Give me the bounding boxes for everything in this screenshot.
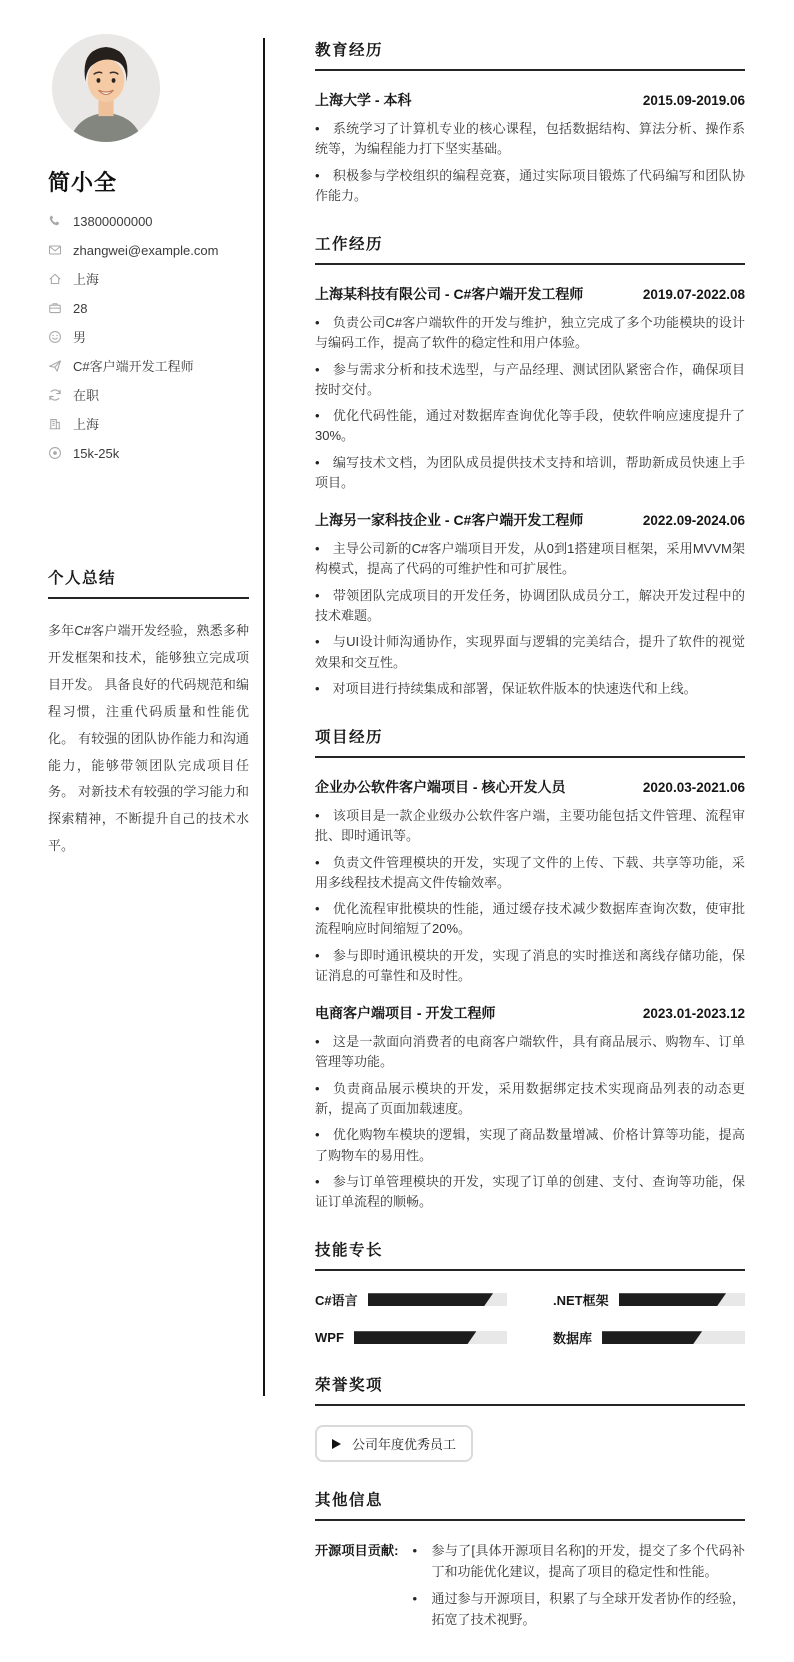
- bullet-text: 优化流程审批模块的性能，通过缓存技术减少数据库查询次数，使审批流程响应时间缩短了20%。: [315, 901, 745, 937]
- entry: [315, 1003, 745, 1212]
- honor-badges: [315, 1425, 745, 1462]
- contact-item: [48, 301, 249, 315]
- bullet-text: 对项目进行持续集成和部署，保证软件版本的快速迭代和上线。: [332, 680, 697, 696]
- bullet-item: [315, 539, 745, 580]
- section-title: 教育经历: [315, 38, 745, 71]
- skill-bar-track: [602, 1331, 745, 1344]
- bullet-item: [315, 853, 745, 894]
- bullet-item: [315, 1032, 745, 1073]
- summary-text: 多年C#客户端开发经验，熟悉多种开发框架和技术，能够独立完成项目开发。 具备良好的代码规范和编程习惯，注重代码质量和性能优化。 有较强的团队协作能力和沟通能力，能够带领团队完成项目任务。 对新技术有较强的学习能力和探索精神，不断提升自己的技术水平。: [48, 623, 249, 854]
- entry: [315, 284, 745, 493]
- bullet-item: [315, 1079, 745, 1120]
- bullet-item: [315, 166, 745, 207]
- entry: [315, 90, 745, 206]
- section-other: [315, 1488, 745, 1636]
- skill-bar-fill: [368, 1293, 493, 1306]
- section-title: 其他信息: [315, 1488, 745, 1521]
- bullet-dot: •: [315, 1080, 320, 1096]
- bullet-item: [315, 1172, 745, 1213]
- bullet-item: [315, 313, 745, 354]
- section-title: 项目经历: [315, 725, 745, 758]
- entry-heading: [315, 284, 745, 304]
- bullet-text: 优化购物车模块的逻辑，实现了商品数量增减、价格计算等功能，提高了购物车的易用性。: [315, 1127, 745, 1163]
- skill-item: [553, 1328, 745, 1347]
- home-icon: [48, 272, 62, 286]
- bullet-text: 优化代码性能，通过对数据库查询优化等手段，使软件响应速度提升了30%。: [315, 408, 745, 444]
- bullet-text: 该项目是一款企业级办公软件客户端，主要功能包括文件管理、流程审批、即时通讯等。: [315, 808, 745, 844]
- skill-bar-track: [619, 1293, 745, 1306]
- bullet-item: [315, 632, 745, 673]
- bullet-text: 负责公司C#客户端软件的开发与维护，独立完成了多个功能模块的设计与编码工作，提高了软件的稳定性和用户体验。: [315, 315, 745, 351]
- entry-date: 2022.09-2024.06: [642, 513, 745, 529]
- section-skills: [315, 1238, 745, 1347]
- section-title: 工作经历: [315, 232, 745, 265]
- column-divider: [263, 38, 265, 1396]
- section-honors: [315, 1373, 745, 1462]
- contact-value: zhangwei@example.com: [73, 242, 219, 258]
- bullet-item: [315, 946, 745, 987]
- skill-label: 数据库: [553, 1331, 593, 1347]
- bullet-dot: •: [315, 1173, 320, 1189]
- contact-value: 15k-25k: [73, 445, 120, 461]
- bullet-dot: •: [315, 1127, 320, 1143]
- bullet-dot: •: [315, 901, 320, 917]
- skill-bar-fill: [619, 1293, 726, 1306]
- contact-value: 28: [73, 300, 88, 316]
- bullet-item: [315, 453, 745, 494]
- avatar-illustration: [52, 34, 160, 142]
- contact-value: 上海: [73, 271, 100, 287]
- bullet-dot: •: [315, 587, 320, 603]
- contact-value: C#客户端开发工程师: [73, 358, 194, 374]
- summary-section: [48, 566, 249, 860]
- entry-title: 电商客户端项目 - 开发工程师: [315, 1005, 496, 1022]
- bullet-dot: •: [315, 1034, 320, 1050]
- skill-bar-track: [368, 1293, 507, 1306]
- section-title: 技能专长: [315, 1238, 745, 1271]
- contact-list: [48, 214, 249, 460]
- section-education: [315, 38, 745, 206]
- honor-badge-label: 公司年度优秀员工: [352, 1437, 457, 1453]
- other-bullet-list: [404, 1540, 745, 1636]
- entry-date: 2015.09-2019.06: [642, 93, 745, 108]
- city-icon: [48, 417, 62, 431]
- candidate-name: 简小全: [48, 170, 118, 195]
- contact-value: 在职: [73, 387, 100, 403]
- contact-item: [48, 388, 249, 402]
- bullet-item: [315, 406, 745, 447]
- bullet-text: 积极参与学校组织的编程竞赛，通过实际项目锻炼了代码编写和团队协作能力。: [315, 167, 745, 203]
- entry-heading: [315, 90, 745, 110]
- sidebar: [48, 34, 249, 860]
- bullet-text: 主导公司新的C#客户端项目开发，从0到1搭建项目框架，采用MVVM架构模式，提高了代码的可维护性和可扩展性。: [315, 541, 745, 577]
- contact-value: 上海: [73, 416, 100, 432]
- bullet-item: [315, 806, 745, 847]
- bullet-dot: •: [315, 854, 320, 870]
- bullet-text: 负责文件管理模块的开发，实现了文件的上传、下载、共享等功能，采用多线程技术提高文件传输效率。: [315, 854, 745, 890]
- entry-heading: [315, 510, 745, 530]
- summary-title: 个人总结: [48, 566, 249, 599]
- other-info-row: [315, 1540, 745, 1636]
- entry-heading: [315, 777, 745, 797]
- section-work: [315, 232, 745, 699]
- status-icon: [48, 388, 62, 402]
- entry-date: 2020.03-2021.06: [642, 780, 745, 796]
- entry-heading: [315, 1003, 745, 1023]
- bullet-dot: •: [315, 315, 320, 331]
- avatar-photo: [52, 34, 160, 142]
- entry-date: 2019.07-2022.08: [642, 287, 745, 303]
- gender-icon: [48, 330, 62, 344]
- skills-grid: [315, 1290, 745, 1347]
- skill-bar-fill: [354, 1331, 476, 1344]
- main-content: [315, 38, 745, 1662]
- bullet-item: [315, 679, 745, 699]
- bullet-dot: •: [315, 408, 320, 424]
- bullet-dot: •: [315, 121, 320, 136]
- section-projects: [315, 725, 745, 1212]
- skill-label: .NET框架: [553, 1293, 609, 1309]
- contact-item: [48, 446, 249, 460]
- entry-date: 2023.01-2023.12: [642, 1006, 745, 1022]
- bullet-item: [315, 360, 745, 401]
- other-bullet-item: • 通过参与开源项目，积累了与全球开发者协作的经验，拓宽了技术视野。: [404, 1588, 745, 1630]
- entry-title: 上海某科技有限公司 - C#客户端开发工程师: [315, 286, 584, 303]
- entry-title: 上海另一家科技企业 - C#客户端开发工程师: [315, 512, 584, 529]
- honor-badge: [315, 1425, 473, 1462]
- play-icon: [332, 1439, 341, 1449]
- bullet-dot: •: [315, 541, 320, 557]
- skill-item: [315, 1290, 507, 1309]
- entry: [315, 777, 745, 986]
- skill-bar-track: [354, 1331, 507, 1344]
- bullet-item: [315, 1125, 745, 1166]
- bullet-dot: •: [315, 680, 320, 696]
- bullet-text: 系统学习了计算机专业的核心课程，包括数据结构、算法分析、操作系统等，为编程能力打下坚实基础。: [315, 121, 745, 157]
- contact-value: 13800000000: [73, 213, 153, 229]
- bullet-item: [315, 899, 745, 940]
- bullet-text: 参与即时通讯模块的开发，实现了消息的实时推送和离线存储功能，保证消息的可靠性和及时性。: [315, 947, 745, 983]
- contact-item: [48, 330, 249, 344]
- age-icon: [48, 301, 62, 315]
- entry: [315, 510, 745, 699]
- bullet-text: 编写技术文档，为团队成员提供技术支持和培训，帮助新成员快速上手项目。: [315, 454, 745, 490]
- job-intention-icon: [48, 359, 62, 373]
- entry-title: 企业办公软件客户端项目 - 核心开发人员: [315, 779, 566, 796]
- contact-item: [48, 214, 249, 228]
- bullet-dot: •: [315, 167, 320, 183]
- other-info-label: 开源项目贡献:: [315, 1543, 399, 1559]
- contact-item: [48, 272, 249, 286]
- bullet-dot: •: [315, 947, 320, 963]
- bullet-text: 与UI设计师沟通协作，实现界面与逻辑的完美结合，提升了软件的视觉效果和交互性。: [315, 634, 745, 670]
- bullet-item: [315, 586, 745, 627]
- bullet-item: [315, 119, 745, 160]
- email-icon: [48, 243, 62, 257]
- bullet-dot: •: [315, 454, 320, 470]
- skill-bar-fill: [602, 1331, 702, 1344]
- skill-item: [553, 1290, 745, 1309]
- entry-title: 上海大学 - 本科: [315, 92, 412, 108]
- other-bullet-item: • 参与了[具体开源项目名称]的开发，提交了多个代码补丁和功能优化建议，提高了项目的稳定性和性能。: [404, 1540, 745, 1582]
- contact-item: [48, 359, 249, 373]
- contact-item: [48, 243, 249, 257]
- salary-icon: [48, 446, 62, 460]
- bullet-text: 参与需求分析和技术选型，与产品经理、测试团队紧密合作，确保项目按时交付。: [315, 361, 745, 397]
- bullet-text: 参与订单管理模块的开发，实现了订单的创建、支付、查询等功能，保证订单流程的顺畅。: [315, 1173, 745, 1210]
- skill-label: WPF: [315, 1330, 344, 1346]
- bullet-text: 负责商品展示模块的开发，采用数据绑定技术实现商品列表的动态更新，提高了页面加载速度。: [315, 1080, 745, 1116]
- contact-item: [48, 417, 249, 431]
- phone-icon: [48, 214, 62, 228]
- contact-value: 男: [73, 329, 87, 345]
- bullet-text: 这是一款面向消费者的电商客户端软件，具有商品展示、购物车、订单管理等功能。: [315, 1034, 745, 1070]
- bullet-dot: •: [315, 808, 320, 824]
- skill-item: [315, 1328, 507, 1347]
- section-title: 荣誉奖项: [315, 1373, 745, 1406]
- bullet-dot: •: [315, 634, 320, 650]
- bullet-text: 带领团队完成项目的开发任务，协调团队成员分工，解决开发过程中的技术难题。: [315, 587, 745, 623]
- skill-label: C#语言: [315, 1293, 358, 1309]
- bullet-dot: •: [315, 361, 320, 377]
